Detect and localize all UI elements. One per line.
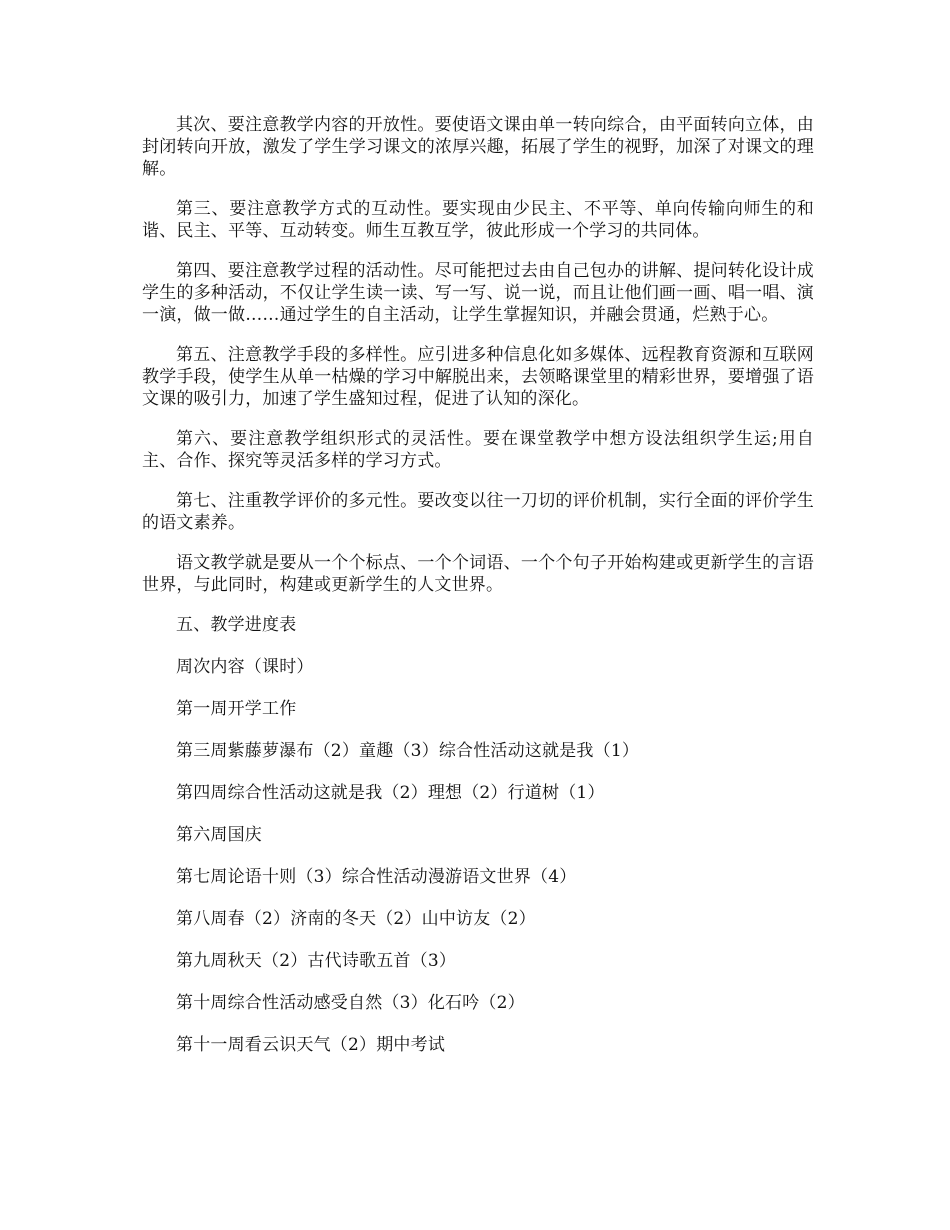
schedule-row: 第三周紫藤萝瀑布（2）童趣（3）综合性活动这就是我（1）	[176, 741, 640, 761]
paragraph-activity: 第四、要注意教学过程的活动性。尽可能把过去由自己包办的讲解、提问转化设计成学生的多种活动，不仅让学生读一读、写一写、说一说，而且让他们画一画、唱一唱、演一演，做一做……通过学生的自主活动，让学生掌握知识，并融会贯通，烂熟于心。	[142, 261, 814, 325]
document-page	[142, 114, 814, 1076]
schedule-row: 第四周综合性活动这就是我（2）理想（2）行道树（1）	[176, 783, 605, 803]
schedule-row: 第十周综合性活动感受自然（3）化石吟（2）	[176, 993, 525, 1013]
paragraph-methods: 第五、注意教学手段的多样性。应引进多种信息化如多媒体、远程教育资源和互联网教学手段，使学生从单一枯燥的学习中解脱出来，去领略课堂里的精彩世界，要增强了语文课的吸引力，加速了学生盛知过程，促进了认知的深化。	[142, 345, 814, 409]
paragraph-summary: 语文教学就是要从一个个标点、一个个词语、一个个句子开始构建或更新学生的言语世界，与此同时，构建或更新学生的人文世界。	[142, 553, 814, 595]
paragraph-flexibility: 第六、要注意教学组织形式的灵活性。要在课堂教学中想方设法组织学生运;用自主、合作、探究等灵活多样的学习方式。	[142, 429, 814, 471]
paragraph-interaction: 第三、要注意教学方式的互动性。要实现由少民主、不平等、单向传输向师生的和谐、民主、平等、互动转变。师生互教互学，彼此形成一个学习的共同体。	[142, 199, 814, 241]
paragraph-openness: 其次、要注意教学内容的开放性。要使语文课由单一转向综合，由平面转向立体，由封闭转向开放，激发了学生学习课文的浓厚兴趣，拓展了学生的视野，加深了对课文的理解。	[142, 115, 814, 179]
schedule-row: 第六周国庆	[176, 825, 262, 845]
schedule-row: 第九周秋天（2）古代诗歌五首（3）	[176, 951, 457, 971]
schedule-columns: 周次内容（课时）	[176, 657, 314, 677]
schedule-row: 第八周春（2）济南的冬天（2）山中访友（2）	[176, 909, 536, 929]
schedule-heading: 五、教学进度表	[176, 615, 297, 635]
paragraph-evaluation: 第七、注重教学评价的多元性。要改变以往一刀切的评价机制，实行全面的评价学生的语文素养。	[142, 491, 814, 533]
schedule-row: 第七周论语十则（3）综合性活动漫游语文世界（4）	[176, 867, 577, 887]
schedule-row: 第十一周看云识天气（2）期中考试	[176, 1035, 446, 1055]
schedule-row: 第一周开学工作	[176, 699, 297, 719]
